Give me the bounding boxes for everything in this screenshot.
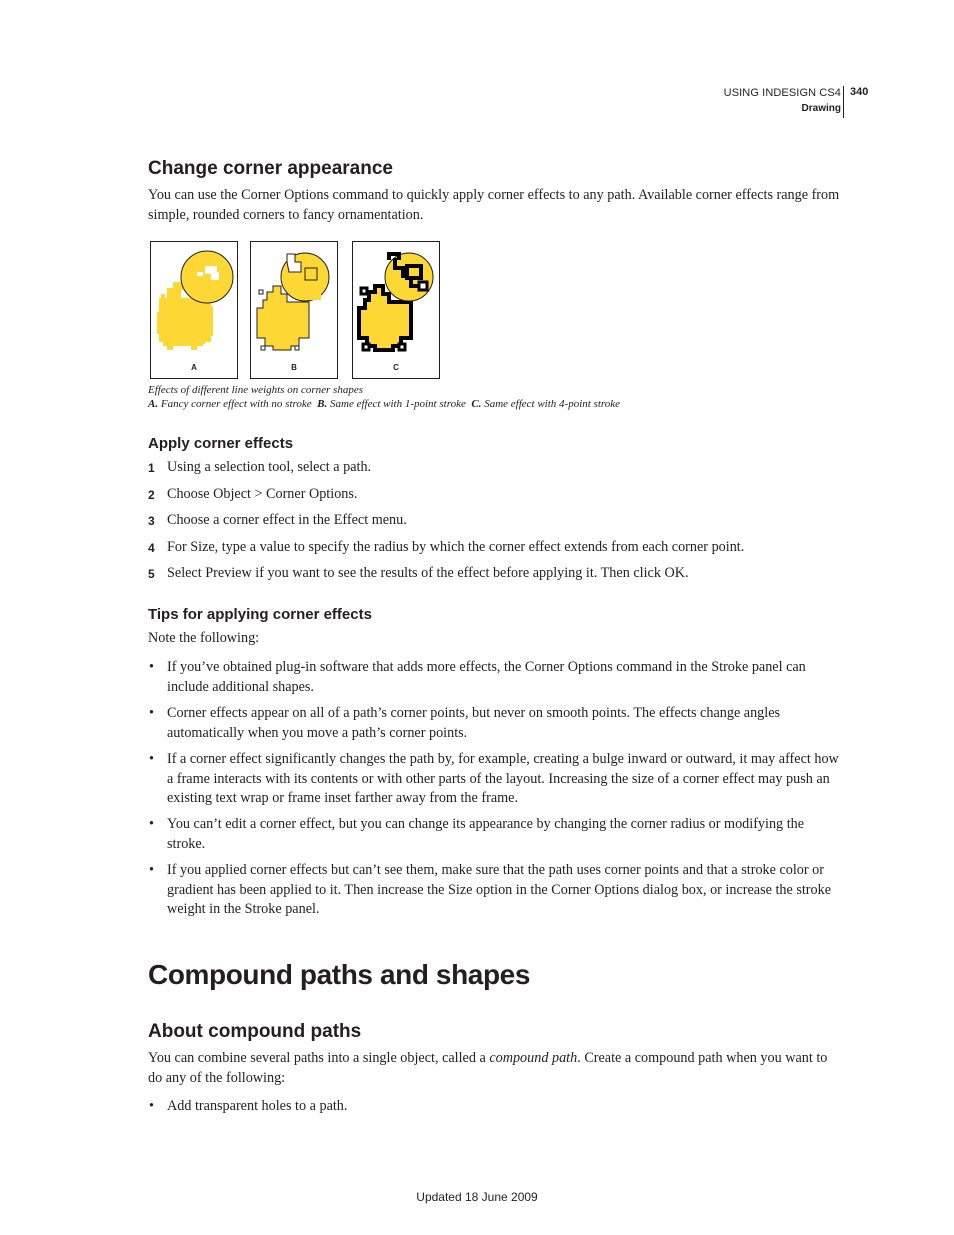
change-corner-intro: You can use the Corner Options command to quickly apply corner effects to any path. Available corner effects range from simple, rounded corners to fancy ornamentation. (148, 187, 840, 223)
step-text: Using a selection tool, select a path. (167, 459, 372, 475)
step-text: For Size, type a value to specify the radius by which the corner effect extends from each corner point. (167, 539, 745, 555)
caption-key-a: A. (148, 398, 159, 410)
panel-c-illustration (353, 242, 439, 378)
bullet: • (149, 705, 154, 721)
caption-key-b: B. (317, 398, 328, 410)
heading-change-corner-appearance: Change corner appearance (148, 158, 393, 179)
bullet: • (149, 816, 154, 832)
step-number: 4 (148, 541, 155, 555)
figure-caption-keys (148, 397, 620, 411)
figure-panel-c (352, 241, 440, 379)
about-intro (148, 1049, 840, 1088)
panel-a-label: A (191, 363, 197, 372)
bullet: • (149, 1098, 154, 1114)
bullet: • (149, 862, 154, 878)
caption-key-c: C. (471, 398, 482, 410)
heading-tips: Tips for applying corner effects (148, 606, 372, 623)
panel-a-illustration (151, 242, 237, 378)
bullet: • (149, 659, 154, 675)
about-intro-after: . Create a compound path when you want to do any of the following: (148, 1050, 828, 1086)
step-text: Choose a corner effect in the Effect menu. (167, 512, 407, 528)
bullet-text: If a corner effect significantly changes the path by, for example, creating a bulge inward or outward, it may affect how a frame interacts with its contents or with other parts of the layout. Increasing the size of a corner effect may push an existing text wrap or frame inset farther away from the frame. (167, 751, 839, 806)
caption-c: Same effect with 4-point stroke (484, 398, 621, 410)
page-number: 340 (850, 86, 869, 98)
header-product: USING INDESIGN CS4 (723, 87, 841, 99)
panel-c-label: C (393, 363, 399, 372)
heading-apply-corner-effects: Apply corner effects (148, 435, 294, 452)
header-section: Drawing (801, 103, 841, 114)
figure-caption-title: Effects of different line weights on corner shapes (148, 384, 363, 396)
step-number: 3 (148, 514, 155, 528)
bullet: • (149, 751, 154, 767)
about-intro-before: You can combine several paths into a single object, called a (148, 1050, 490, 1066)
running-header (724, 86, 841, 116)
caption-b: Same effect with 1-point stroke (330, 398, 466, 410)
corner-effects-figure (150, 241, 440, 379)
panel-b-illustration (251, 242, 337, 378)
figure-panel-b (250, 241, 338, 379)
step-text: Select Preview if you want to see the results of the effect before applying it. Then click OK. (167, 565, 689, 581)
page-footer: Updated 18 June 2009 (416, 1190, 538, 1204)
bullet-text: If you’ve obtained plug-in software that adds more effects, the Corner Options command in the Stroke panel can include additional shapes. (167, 659, 806, 695)
figure-panel-a (150, 241, 238, 379)
bullet-text: Add transparent holes to a path. (167, 1098, 348, 1114)
about-intro-term: compound path (489, 1050, 578, 1066)
panel-b-label: B (291, 363, 297, 372)
step-number: 2 (148, 488, 155, 502)
bullet-text: You can’t edit a corner effect, but you can change its appearance by changing the corner radius or modifying the stroke. (167, 816, 805, 852)
step-number: 5 (148, 567, 155, 581)
caption-a: Fancy corner effect with no stroke (160, 398, 312, 410)
heading-about-compound-paths: About compound paths (148, 1021, 362, 1042)
heading-compound-paths-and-shapes: Compound paths and shapes (148, 959, 531, 990)
bullet-text: Corner effects appear on all of a path’s corner points, but never on smooth points. The effects change angles automatically when you move a path’s corner points. (167, 705, 781, 741)
header-divider (843, 86, 844, 118)
step-number: 1 (148, 461, 155, 475)
bullet-text: If you applied corner effects but can’t see them, make sure that the path uses corner points and that a stroke color or gradient has been applied to it. Then increase the Size option in the Corner Options dialog box, or increase the stroke weight in the Stroke panel. (167, 862, 831, 917)
tips-intro: Note the following: (148, 630, 260, 646)
step-text: Choose Object > Corner Options. (167, 486, 358, 502)
